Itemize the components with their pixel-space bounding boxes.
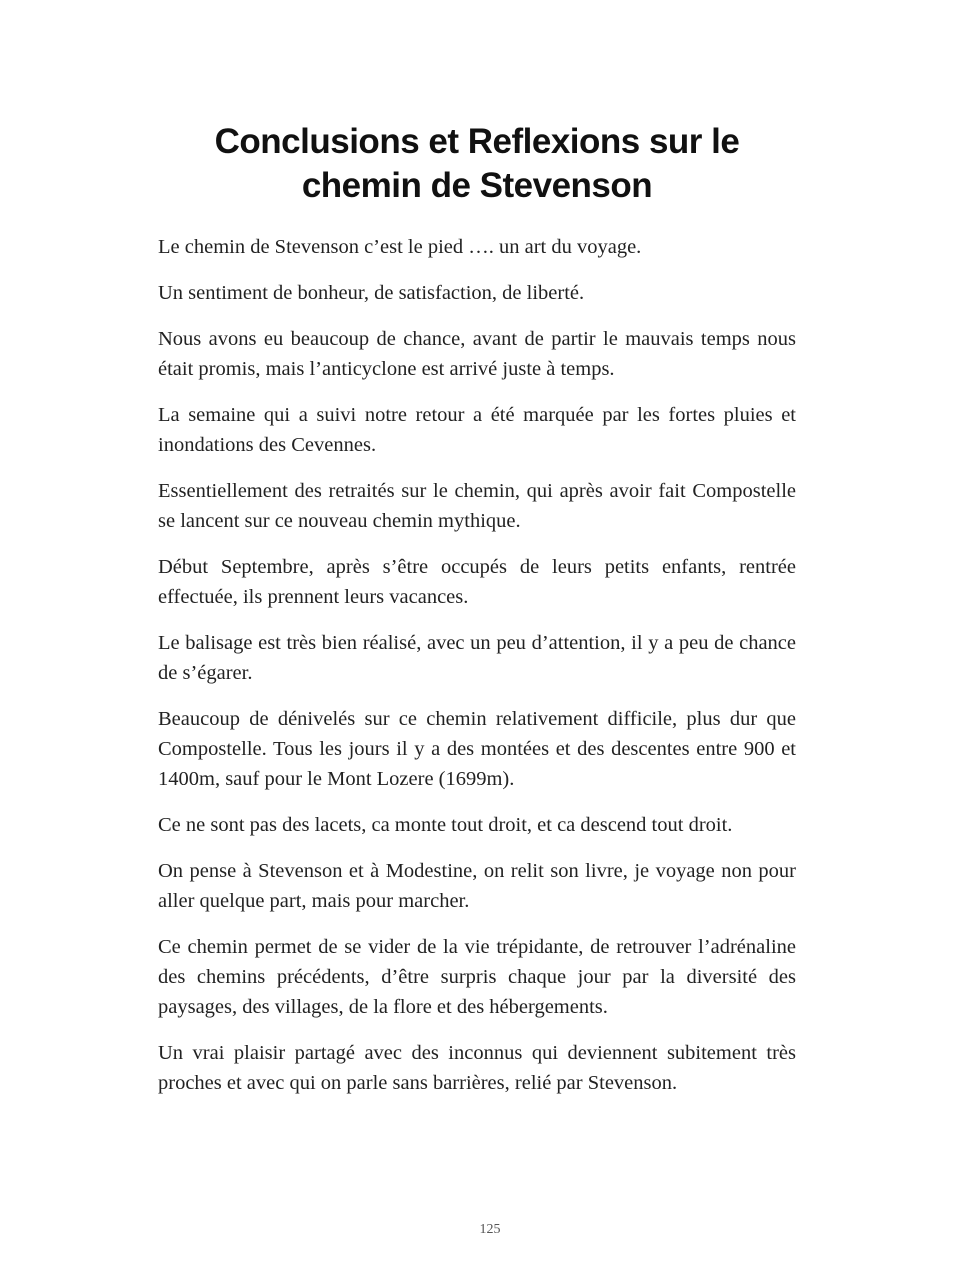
- paragraph: La semaine qui a suivi notre retour a été marquée par les fortes pluies et inondations des Cevennes.: [158, 404, 796, 456]
- page-title: [150, 120, 804, 208]
- paragraph: Un vrai plaisir partagé avec des inconnus qui deviennent subitement très proches et avec qui on parle sans barrières, relié par Stevenson.: [158, 1042, 796, 1094]
- paragraph: Un sentiment de bonheur, de satisfaction, de liberté.: [158, 282, 585, 304]
- paragraph: Beaucoup de dénivelés sur ce chemin relativement difficile, plus dur que Compostelle. Tous les jours il y a des montées et des descentes entre 900 et 1400m, sauf pour le Mont Lozere (1699m).: [158, 708, 796, 790]
- paragraph: Le balisage est très bien réalisé, avec un peu d’attention, il y a peu de chance de s’égarer.: [158, 632, 796, 684]
- paragraph: Le chemin de Stevenson c’est le pied …. un art du voyage.: [158, 236, 642, 258]
- paragraph: Essentiellement des retraités sur le chemin, qui après avoir fait Compostelle se lancent sur ce nouveau chemin mythique.: [158, 480, 796, 532]
- paragraph: Début Septembre, après s’être occupés de leurs petits enfants, rentrée effectuée, ils prennent leurs vacances.: [158, 556, 796, 608]
- title-line-2: chemin de Stevenson: [301, 166, 653, 205]
- paragraph: Ce ne sont pas des lacets, ca monte tout droit, et ca descend tout droit.: [158, 814, 733, 836]
- paragraph: Nous avons eu beaucoup de chance, avant de partir le mauvais temps nous était promis, mais l’anticyclone est arrivé juste à temps.: [158, 328, 796, 380]
- body-text: [158, 232, 796, 1114]
- paragraph: On pense à Stevenson et à Modestine, on relit son livre, je voyage non pour aller quelque part, mais pour marcher.: [158, 860, 796, 912]
- paragraph: Ce chemin permet de se vider de la vie trépidante, de retrouver l’adrénaline des chemins précédents, d’être surpris chaque jour par la diversité des paysages, des villages, de la flore et des hébergements.: [158, 936, 796, 1018]
- title-line-1: Conclusions et Reflexions sur le: [214, 122, 740, 161]
- page-number: 125: [479, 1222, 501, 1237]
